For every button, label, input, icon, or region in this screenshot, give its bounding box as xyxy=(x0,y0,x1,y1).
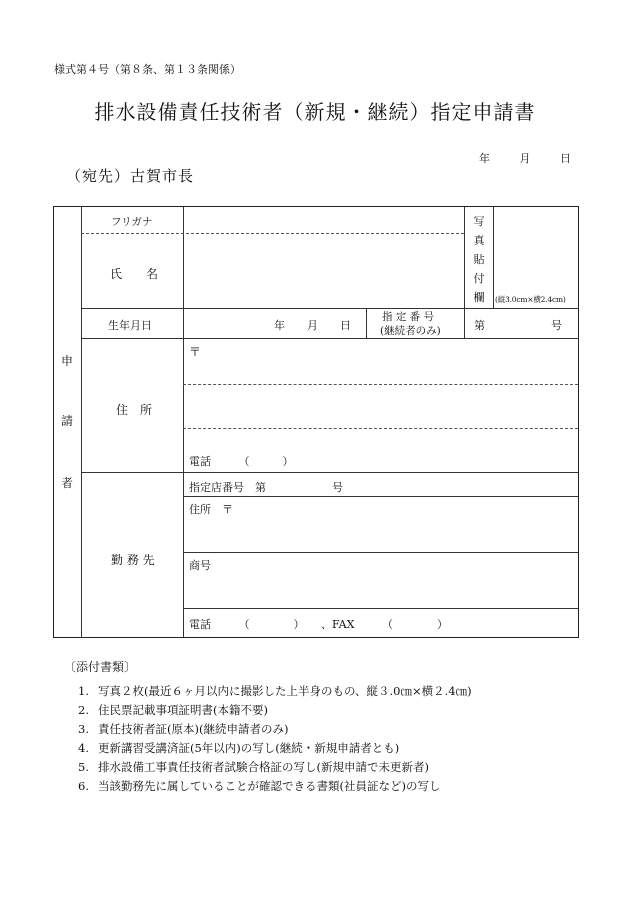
divider xyxy=(493,207,494,308)
divider xyxy=(183,496,578,497)
applicant-label-char: 者 xyxy=(60,476,73,490)
applicant-label-char: 申 xyxy=(60,354,73,368)
addressee: （宛先）古賀市長 xyxy=(66,167,195,185)
name-label: 氏 名 xyxy=(110,267,159,281)
divider xyxy=(183,384,578,385)
birthdate-fields[interactable]: 年 月 日 xyxy=(274,319,351,332)
divider xyxy=(183,428,578,429)
photo-label-char: 写 xyxy=(473,215,485,228)
name-field[interactable] xyxy=(184,235,464,307)
furigana-label: フリガナ xyxy=(111,216,153,228)
workplace-label: 勤 務 先 xyxy=(111,553,155,567)
store-number[interactable]: 指定店番号 第 号 xyxy=(189,481,343,494)
divider xyxy=(81,233,464,234)
list-item: 3. 責任技術者証(原本)(継続申請者のみ) xyxy=(78,722,289,736)
birthdate-label: 生年月日 xyxy=(108,319,152,332)
page-title: 排水設備責任技術者（新規・継続）指定申請書 xyxy=(94,100,536,124)
divider xyxy=(81,472,578,473)
postal-mark: 〒 xyxy=(189,345,202,359)
divider xyxy=(464,308,465,338)
list-item: 6. 当該勤務先に属していることが確認できる書類(社員証など)の写し xyxy=(78,779,441,793)
divider xyxy=(183,552,578,553)
phone-line[interactable]: 電話 （ ） xyxy=(189,455,294,468)
divider xyxy=(366,308,367,338)
designation-sub-label: (継続者のみ) xyxy=(380,325,441,337)
application-form xyxy=(53,206,579,638)
date-fields: 年 月 日 xyxy=(479,152,571,165)
attachments-heading: 〔添付書類〕 xyxy=(64,660,137,674)
divider xyxy=(81,207,82,637)
photo-label-char: 付 xyxy=(473,272,485,285)
attachments-list xyxy=(78,682,472,796)
divider xyxy=(183,608,578,609)
applicant-label-char: 請 xyxy=(60,414,73,428)
divider xyxy=(464,207,465,308)
photo-label-char: 貼 xyxy=(473,253,485,266)
list-item: 2. 住民票記載事項証明書(本籍不要) xyxy=(78,703,268,717)
form-number: 様式第４号（第８条、第１３条関係） xyxy=(54,63,241,76)
trade-name[interactable]: 商号 xyxy=(189,559,211,572)
workplace-address[interactable]: 住所 〒 xyxy=(189,503,233,516)
list-item: 4. 更新講習受講済証(5年以内)の写し(継続・新規申請者とも) xyxy=(78,741,400,755)
designation-label: 指 定 番 号 xyxy=(382,311,435,323)
divider xyxy=(81,338,578,339)
furigana-field[interactable] xyxy=(184,208,464,232)
photo-size-note: (縦3.0cm×横2.4cm) xyxy=(495,295,566,304)
designation-number[interactable]: 第 号 xyxy=(474,319,562,332)
divider xyxy=(81,308,578,309)
photo-label-char: 真 xyxy=(473,234,485,247)
photo-label-char: 欄 xyxy=(473,291,485,304)
list-item: 5. 排水設備工事責任技術者試験合格証の写し(新規申請で未更新者) xyxy=(78,760,429,774)
address-label: 住 所 xyxy=(116,403,153,417)
list-item: 1. 写真２枚(最近６ヶ月以内に撮影した上半身のもの、縦３.0㎝×横２.4㎝) xyxy=(78,684,472,698)
workplace-phone-fax[interactable]: 電話 （ ） 、FAX （ ） xyxy=(189,618,448,631)
